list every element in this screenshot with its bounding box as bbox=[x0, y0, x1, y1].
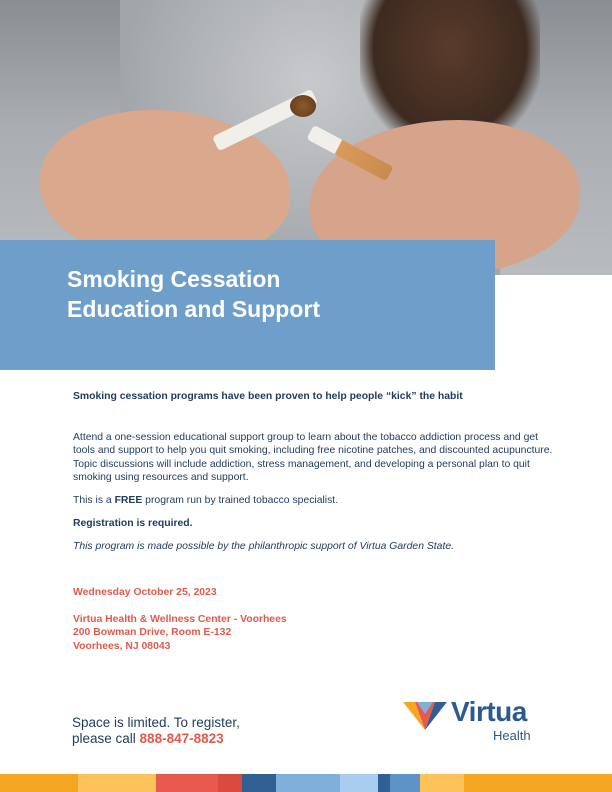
register-line-2 bbox=[72, 731, 352, 747]
virtua-chevron-logo-icon bbox=[403, 700, 447, 732]
lead-text: Smoking cessation programs have been proven to help people “kick” the habit bbox=[73, 391, 463, 402]
stripe-segment bbox=[78, 774, 156, 792]
free-word: FREE bbox=[114, 495, 143, 507]
hero-photo bbox=[0, 0, 612, 275]
description-paragraph: Attend a one-session educational support group to learn about the tobacco addiction process and get tools and support to help you quit smoking, including free nicotine patches, and discounted acupuncture. Topic discussions will include addiction, stress management, and developing a personal plan to quit smoking using resources and support. bbox=[73, 432, 553, 483]
stripe-segment bbox=[0, 774, 78, 792]
logo-wordmark: Virtua bbox=[451, 696, 527, 727]
stripe-segment bbox=[378, 774, 390, 792]
stripe-segment bbox=[276, 774, 340, 792]
stripe-segment bbox=[464, 774, 612, 792]
stripe-segment bbox=[242, 774, 276, 792]
event-address-line-2: Voorhees, NJ 08043 bbox=[73, 640, 171, 652]
philanthropy-note: This program is made possible by the philanthropic support of Virtua Garden State. bbox=[73, 541, 455, 553]
free-prefix: This is a bbox=[73, 495, 115, 507]
event-venue: Virtua Health & Wellness Center - Voorhees bbox=[73, 614, 287, 626]
register-prefix: please call bbox=[72, 731, 140, 746]
event-details bbox=[73, 586, 473, 653]
color-stripe-footer bbox=[0, 774, 612, 792]
event-date: Wednesday October 25, 2023 bbox=[73, 587, 217, 598]
register-line-1: Space is limited. To register, bbox=[72, 715, 240, 730]
stripe-segment bbox=[340, 774, 378, 792]
free-program-text bbox=[73, 494, 553, 507]
stripe-segment bbox=[218, 774, 242, 792]
title-banner bbox=[0, 240, 495, 370]
title-line-1: Smoking Cessation bbox=[67, 266, 281, 292]
event-address-line-1: 200 Bowman Drive, Room E-132 bbox=[73, 627, 232, 639]
phone-number[interactable]: 888-847-8823 bbox=[139, 731, 224, 746]
page-title bbox=[67, 264, 487, 324]
stripe-segment bbox=[390, 774, 420, 792]
stripe-segment bbox=[420, 774, 464, 792]
virtua-logo bbox=[403, 696, 553, 746]
free-suffix: program run by trained tobacco specialist. bbox=[142, 495, 339, 507]
logo-subtitle: Health bbox=[493, 728, 531, 743]
registration-required: Registration is required. bbox=[73, 518, 193, 530]
body-content bbox=[73, 390, 553, 554]
title-line-2: Education and Support bbox=[67, 296, 320, 322]
stripe-segment bbox=[156, 774, 218, 792]
register-info bbox=[72, 715, 352, 747]
tobacco-break bbox=[290, 95, 316, 117]
